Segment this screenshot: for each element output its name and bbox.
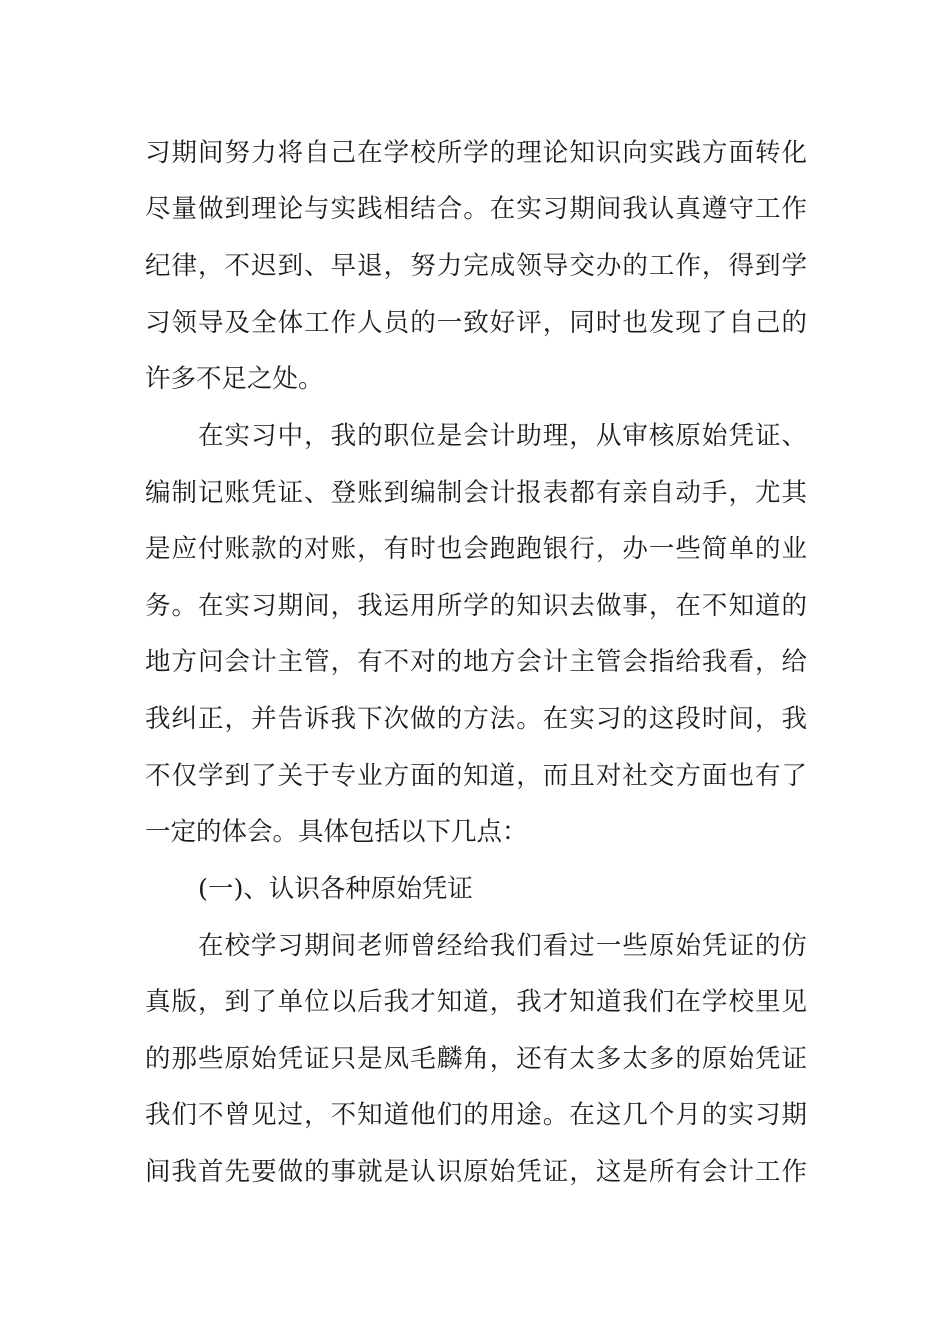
paragraph-first-line: 在实习中，我的职位是会计助理，从审核原始凭证、: [198, 421, 807, 451]
text-line: 真版，到了单位以后我才知道，我才知道我们在学校里见: [145, 987, 807, 1017]
text-line: 习期间努力将自己在学校所学的理论知识向实践方面转化: [145, 138, 807, 168]
text-line: 我纠正，并告诉我下次做的方法。在实习的这段时间，我: [145, 704, 807, 734]
text-line: 地方问会计主管，有不对的地方会计主管会指给我看，给: [145, 647, 807, 677]
text-line: 务。在实习期间，我运用所学的知识去做事，在不知道的: [145, 591, 807, 621]
text-line: 尽量做到理论与实践相结合。在实习期间我认真遵守工作: [145, 194, 807, 224]
text-line: 的那些原始凭证只是凤毛麟角，还有太多太多的原始凭证: [145, 1044, 807, 1074]
text-line: 纪律，不迟到、早退，努力完成领导交办的工作，得到学: [145, 251, 807, 281]
text-line: 我们不曾见过，不知道他们的用途。在这几个月的实习期: [145, 1100, 807, 1130]
text-line: 一定的体会。具体包括以下几点：: [145, 817, 528, 847]
paragraph-first-line: 在校学习期间老师曾经给我们看过一些原始凭证的仿: [198, 931, 807, 961]
section-heading: (一)、认识各种原始凭证: [198, 874, 473, 904]
text-line: 习领导及全体工作人员的一致好评，同时也发现了自己的: [145, 308, 807, 338]
text-line: 是应付账款的对账，有时也会跑跑银行，办一些简单的业: [145, 534, 807, 564]
text-line: 许多不足之处。: [145, 364, 324, 394]
text-line: 编制记账凭证、登账到编制会计报表都有亲自动手，尤其: [145, 478, 807, 508]
text-line: 间我首先要做的事就是认识原始凭证，这是所有会计工作: [145, 1157, 807, 1187]
text-line: 不仅学到了关于专业方面的知道，而且对社交方面也有了: [145, 761, 807, 791]
